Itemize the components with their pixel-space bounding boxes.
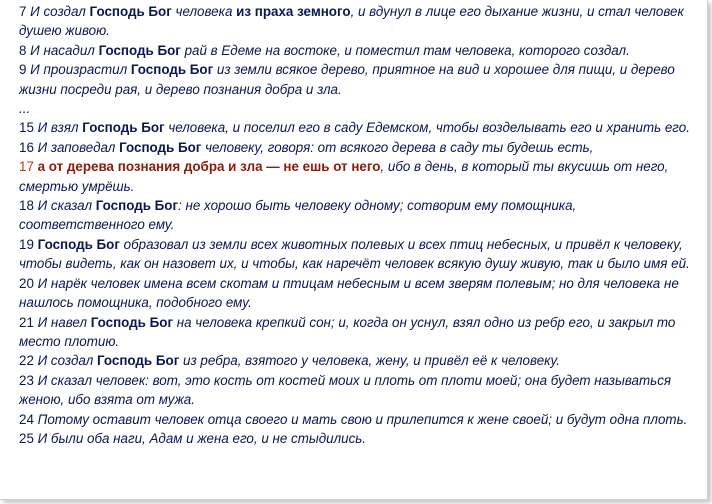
- verse-number: 22: [19, 353, 34, 369]
- verse-22: [19, 351, 699, 370]
- verse-text: образовал из земли всех животных полевых и всех птиц небесных, и привёл к человеку, чтобы видеть, как он назовет их, и чтобы, как наречёт человек всякую душу живую, так и было имя ей.: [19, 236, 690, 272]
- verse-text: И произрастил: [26, 62, 131, 78]
- verse-text: И навел: [33, 314, 91, 330]
- verse-19: [19, 235, 699, 274]
- verse-text: И насадил: [26, 42, 99, 58]
- verse-text: И сказал: [33, 198, 96, 214]
- verse-text: из ребра, взятого у человека, жену, и привёл её к человеку.: [179, 353, 560, 369]
- verse-text: Потому оставит человек отца своего и мать свою и прилепится к жене своей; и будут одна плоть.: [33, 411, 688, 427]
- verse-number: 19: [19, 236, 34, 252]
- verse-text: И создал: [33, 353, 97, 369]
- verse-text: , ибо в день, в который ты вкусишь от него, смертью умрёшь.: [19, 159, 669, 194]
- verse-7: [19, 2, 699, 41]
- verse-number: 8: [19, 42, 27, 58]
- verse-number: 7: [19, 4, 27, 19]
- lord-god-emphasis: Господь Бог: [96, 353, 180, 369]
- lord-god-emphasis: Господь Бог: [89, 4, 172, 19]
- verse-text: , и вдунул в лице его дыхание жизни, и стал человек душею живою.: [19, 4, 684, 39]
- lord-god-emphasis: Господь Бог: [90, 314, 174, 330]
- verse-15: [19, 118, 699, 137]
- verse-text: человеку, говоря: от всякого дерева в саду ты будешь есть,: [201, 139, 594, 155]
- verse-18: [19, 196, 699, 235]
- ellipsis: ...: [19, 101, 31, 117]
- verse-number: 16: [19, 139, 34, 155]
- scripture-text: [19, 2, 699, 448]
- verse-number: 23: [19, 372, 34, 388]
- lord-god-emphasis: Господь Бог: [82, 120, 165, 136]
- verse-8: [19, 41, 699, 60]
- verse-number: 20: [19, 275, 34, 291]
- lord-god-emphasis: Господь Бог: [119, 139, 202, 155]
- lord-god-emphasis: Господь Бог: [98, 42, 181, 58]
- verse-20: [19, 274, 699, 313]
- verse-23: [19, 371, 699, 410]
- forbidden-tree-emphasis: а от дерева познания добра и зла — не ешь от него: [37, 159, 381, 175]
- verse-text: И заповедал: [33, 139, 120, 155]
- verse-9: [19, 60, 699, 99]
- verse-text: И создал: [26, 4, 90, 19]
- verse-number: 15: [19, 120, 34, 136]
- dust-emphasis: из праха земного: [236, 4, 351, 19]
- verse-text: человека, и поселил его в саду Едемском, чтобы возделывать его и хранить его.: [164, 120, 690, 136]
- verse-number: 18: [19, 198, 34, 214]
- lord-god-emphasis: Господь Бог: [37, 236, 120, 252]
- verse-25: [19, 429, 699, 448]
- verse-text: рай в Едеме на востоке, и поместил там человека, которого создал.: [180, 42, 630, 58]
- verse-number: 24: [19, 411, 34, 427]
- verse-number: 25: [19, 430, 34, 446]
- lord-god-emphasis: Господь Бог: [130, 62, 214, 78]
- verse-16: [19, 138, 699, 157]
- verse-text: человека: [171, 4, 237, 19]
- verse-21: [19, 313, 699, 352]
- verse-text: И взял: [33, 120, 83, 136]
- verse-text: : не хорошо быть человеку одному; сотворим ему помощника, соответственного ему.: [19, 198, 577, 233]
- verse-number: 9: [19, 62, 27, 78]
- verse-text: И были оба наги, Адам и жена его, и не стыдились.: [33, 430, 367, 446]
- verse-text: из земли всякое дерево, приятное на вид и хорошее для пищи, и дерево жизни посреди рая, и дерево познания добра и зла.: [19, 62, 675, 97]
- verse-number: 21: [19, 314, 34, 330]
- lord-god-emphasis: Господь Бог: [95, 198, 179, 214]
- verse-17: [19, 157, 699, 196]
- verse-text: И сказал человек: вот, это кость от костей моих и плоть от плоти моей; она будет называться женою, ибо взята от мужа.: [19, 372, 672, 408]
- verse-24: [19, 410, 699, 429]
- verse-text: И нарёк человек имена всем скотам и птицам небесным и всем зверям полевым; но для человека не нашлось помощника, подобного ему.: [19, 275, 679, 311]
- verse-number: 17: [19, 159, 34, 175]
- verse-text: на человека крепкий сон; и, когда он уснул, взял одно из ребр его, и закрыл то место плотию.: [19, 314, 676, 349]
